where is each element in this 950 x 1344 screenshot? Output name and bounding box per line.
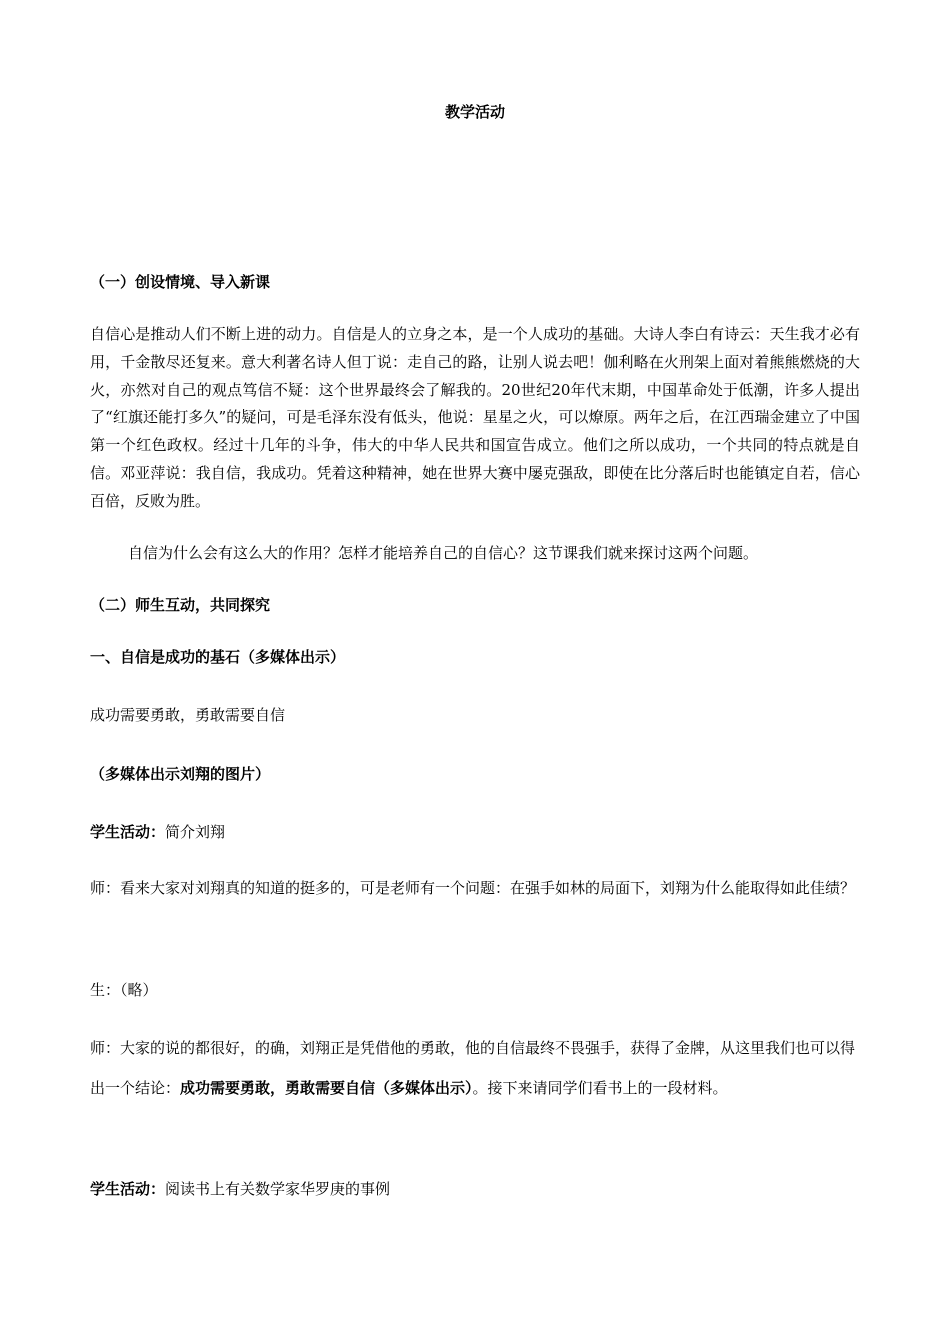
document-title: 教学活动	[444, 103, 505, 121]
student-activity-1	[90, 822, 860, 842]
student-activity-2	[90, 1179, 860, 1199]
section1-heading: （一）创设情境、导入新课	[90, 273, 271, 291]
teacher-conclusion-text: 师：大家的说的都很好，的确，刘翔正是凭借他的勇敢，他的自信最终不畏强手，获得了金牌，从这里我们也可以得出一个结论：	[90, 1039, 856, 1097]
activity-text: 简介刘翔	[165, 823, 226, 841]
media-note: （多媒体出示刘翔的图片）	[90, 765, 271, 783]
teacher-question: 师：看来大家对刘翔真的知道的挺多的，可是老师有一个问题：在强手如林的局面下，刘翔为什么能取得如此佳绩？	[90, 879, 856, 897]
question-paragraph: 自信为什么会有这么大的作用？怎样才能培养自己的自信心？这节课我们就来探讨这两个问题。	[128, 544, 759, 562]
teacher-conclusion-bold: 成功需要勇敢，勇敢需要自信（多媒体出示）	[180, 1079, 473, 1097]
section2-heading: （二）师生互动，共同探究	[90, 596, 271, 614]
subsection1-heading: 一、自信是成功的基石（多媒体出示）	[90, 648, 346, 666]
activity-text: 阅读书上有关数学家华罗庚的事例	[165, 1180, 391, 1198]
success-line: 成功需要勇敢，勇敢需要自信	[90, 706, 286, 724]
teacher-conclusion	[90, 1028, 860, 1108]
teacher-conclusion-end: 。接下来请同学们看书上的一段材料。	[472, 1079, 728, 1097]
student-reply: 生：（略）	[90, 981, 158, 999]
intro-paragraph: 自信心是推动人们不断上进的动力。自信是人的立身之本，是一个人成功的基础。大诗人李白有诗云：天生我才必有用，千金散尽还复来。意大利著名诗人但丁说：走自己的路，让别人说去吧！伽利略在火刑架上面对着熊熊燃烧的大火，亦然对自己的观点笃信不疑：这个世界最终会了解我的。20世纪20年代末期，中国革命处于低潮，许多人提出了“红旗还能打多久”的疑问，可是毛泽东没有低头，他说：星星之火，可以燎原。两年之后，在江西瑞金建立了中国第一个红色政权。经过十几年的斗争，伟大的中华人民共和国宣告成立。他们之所以成功，一个共同的特点就是自信。邓亚萍说：我自信，我成功。凭着这种精神，她在世界大赛中屡克强敌，即使在比分落后时也能镇定自若，信心百倍，反败为胜。	[90, 325, 860, 510]
activity-label: 学生活动：	[90, 823, 166, 841]
activity-label: 学生活动：	[90, 1180, 166, 1198]
